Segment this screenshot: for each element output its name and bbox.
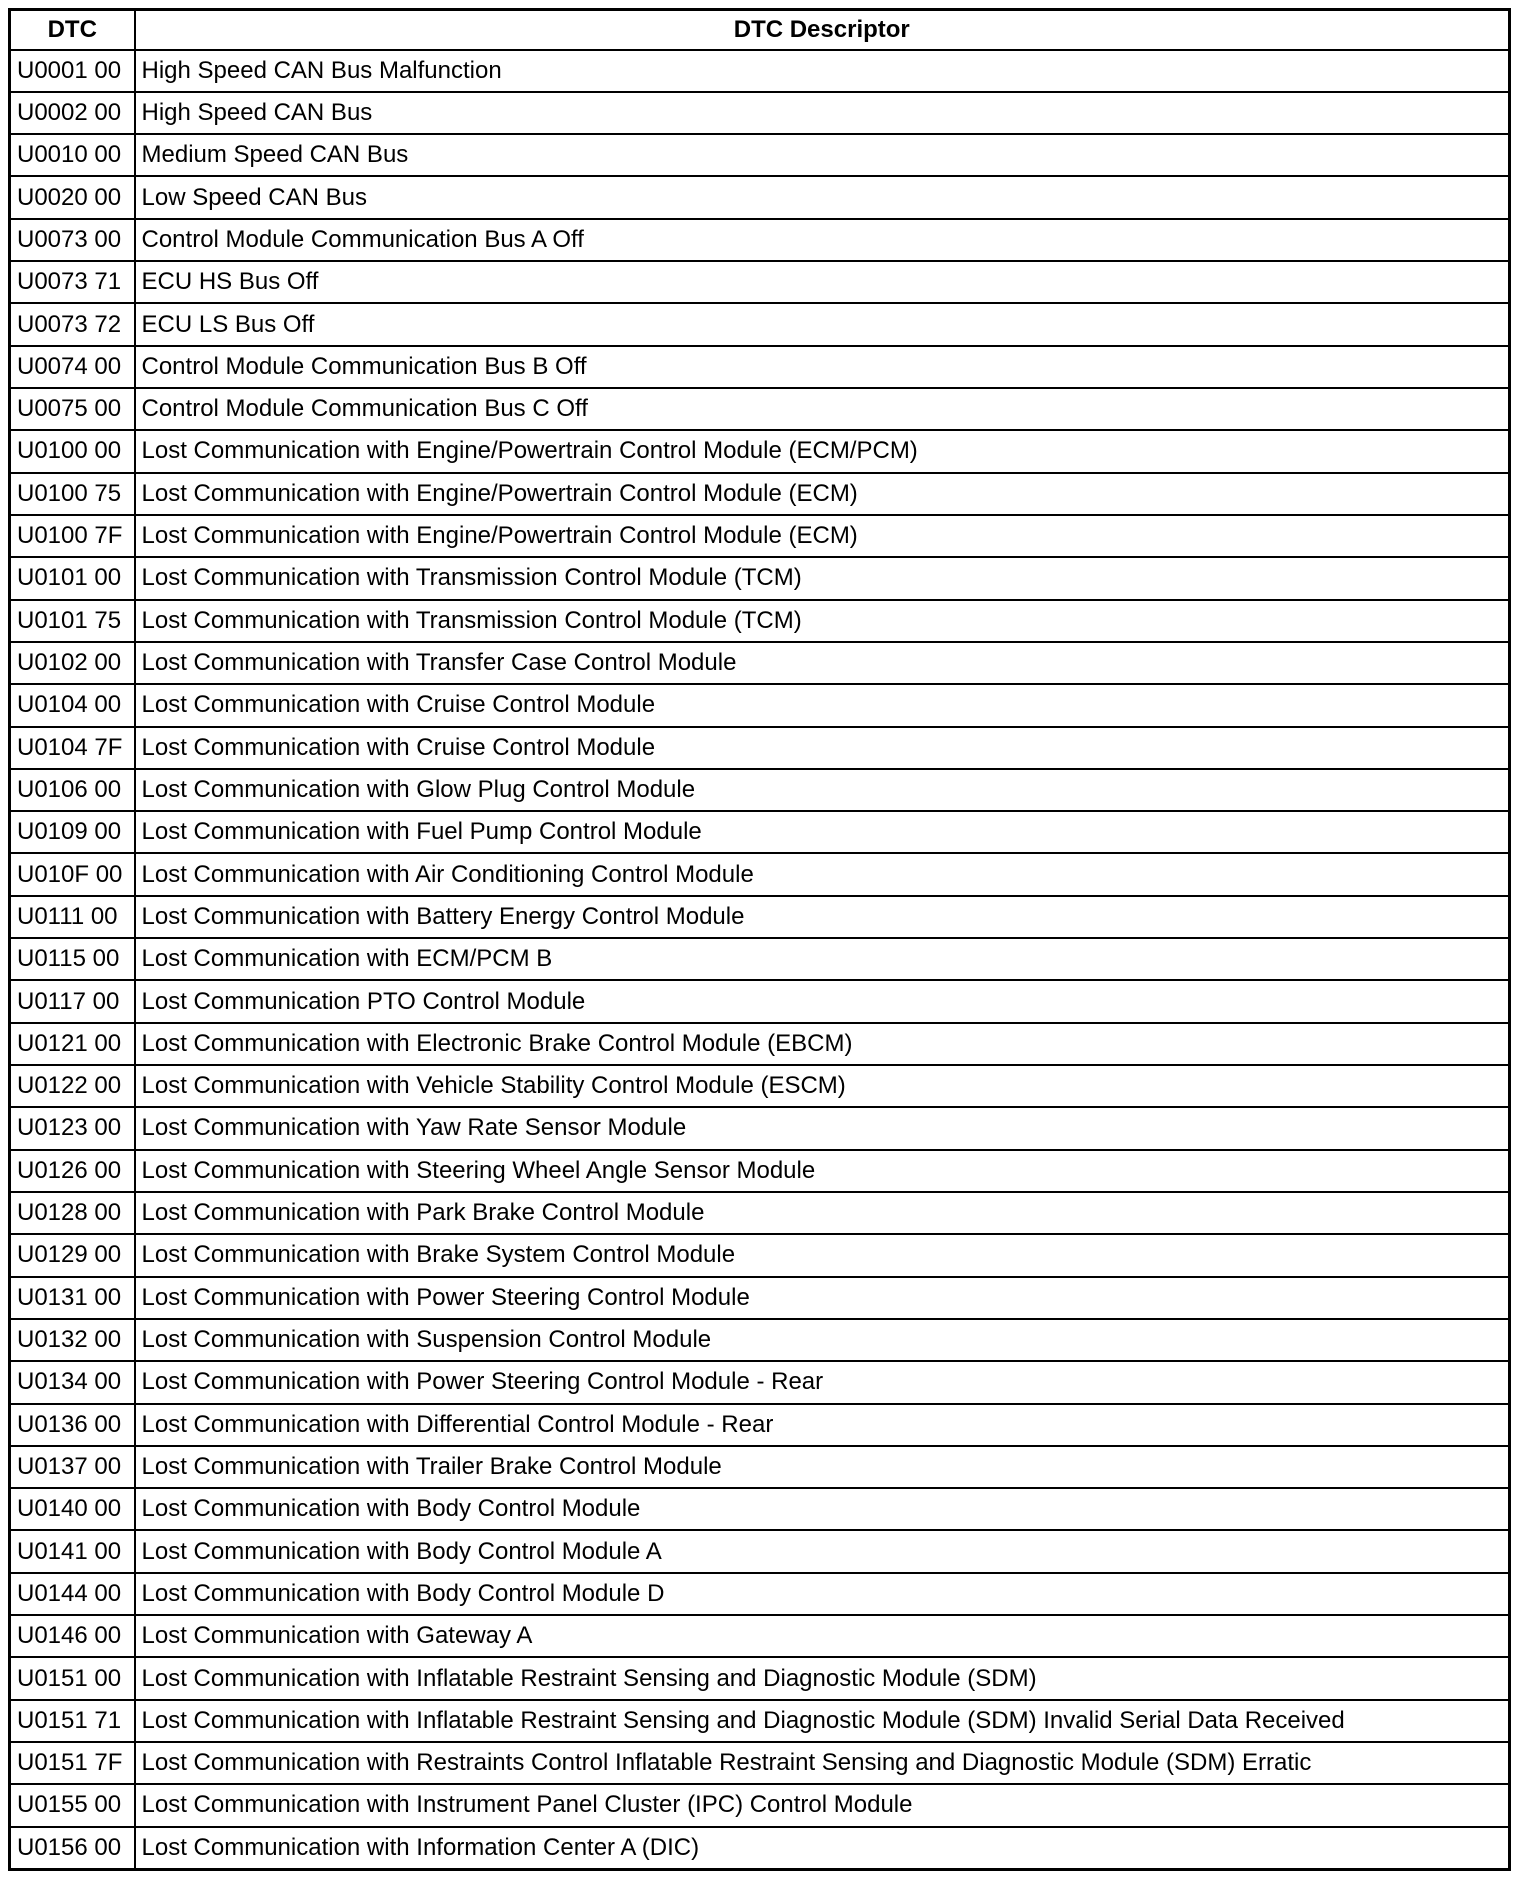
table-row <box>10 134 1510 176</box>
table-row <box>10 176 1510 218</box>
table-row <box>10 1657 1510 1699</box>
dtc-code-cell: U0104 00 <box>10 684 135 726</box>
dtc-descriptor-cell: Lost Communication with Inflatable Restraint Sensing and Diagnostic Module (SDM) <box>135 1657 1510 1699</box>
table-row <box>10 388 1510 430</box>
dtc-descriptor-cell: High Speed CAN Bus Malfunction <box>135 50 1510 92</box>
dtc-descriptor-cell: Lost Communication with Trailer Brake Control Module <box>135 1446 1510 1488</box>
table-row <box>10 600 1510 642</box>
dtc-code-cell: U0141 00 <box>10 1530 135 1572</box>
dtc-descriptor-cell: Lost Communication with Battery Energy Control Module <box>135 896 1510 938</box>
dtc-descriptor-cell: Lost Communication with Electronic Brake Control Module (EBCM) <box>135 1023 1510 1065</box>
table-row <box>10 811 1510 853</box>
dtc-descriptor-cell: Lost Communication with Power Steering Control Module <box>135 1277 1510 1319</box>
column-header-descriptor: DTC Descriptor <box>135 10 1510 50</box>
dtc-code-cell: U0144 00 <box>10 1573 135 1615</box>
table-row <box>10 1192 1510 1234</box>
table-row <box>10 1530 1510 1572</box>
dtc-code-cell: U0075 00 <box>10 388 135 430</box>
table-row <box>10 1404 1510 1446</box>
table-row <box>10 303 1510 345</box>
table-row <box>10 1150 1510 1192</box>
table-row <box>10 1488 1510 1530</box>
table-row <box>10 1742 1510 1784</box>
table-header-row <box>10 10 1510 50</box>
dtc-code-cell: U0137 00 <box>10 1446 135 1488</box>
dtc-descriptor-cell: Lost Communication PTO Control Module <box>135 980 1510 1022</box>
dtc-descriptor-cell: Lost Communication with Brake System Control Module <box>135 1234 1510 1276</box>
dtc-descriptor-cell: Lost Communication with Steering Wheel Angle Sensor Module <box>135 1150 1510 1192</box>
dtc-code-cell: U0140 00 <box>10 1488 135 1530</box>
table-row <box>10 346 1510 388</box>
table-row <box>10 642 1510 684</box>
dtc-code-cell: U0109 00 <box>10 811 135 853</box>
dtc-code-cell: U0155 00 <box>10 1784 135 1826</box>
table-row <box>10 515 1510 557</box>
dtc-descriptor-cell: Lost Communication with Yaw Rate Sensor Module <box>135 1107 1510 1149</box>
dtc-code-cell: U0128 00 <box>10 1192 135 1234</box>
dtc-descriptor-cell: Control Module Communication Bus A Off <box>135 219 1510 261</box>
dtc-code-cell: U0115 00 <box>10 938 135 980</box>
dtc-descriptor-cell: Lost Communication with Power Steering Control Module - Rear <box>135 1361 1510 1403</box>
dtc-code-cell: U0121 00 <box>10 1023 135 1065</box>
table-row <box>10 219 1510 261</box>
table-row <box>10 1319 1510 1361</box>
dtc-descriptor-cell: Lost Communication with Body Control Module A <box>135 1530 1510 1572</box>
dtc-code-cell: U0131 00 <box>10 1277 135 1319</box>
dtc-descriptor-cell: Lost Communication with Inflatable Restraint Sensing and Diagnostic Module (SDM) Invalid Serial Data Received <box>135 1700 1510 1742</box>
table-row <box>10 980 1510 1022</box>
dtc-code-cell: U0100 7F <box>10 515 135 557</box>
dtc-descriptor-cell: Lost Communication with Transmission Control Module (TCM) <box>135 600 1510 642</box>
dtc-descriptor-cell: Control Module Communication Bus C Off <box>135 388 1510 430</box>
dtc-descriptor-cell: Lost Communication with Differential Control Module - Rear <box>135 1404 1510 1446</box>
dtc-descriptor-cell: Lost Communication with Instrument Panel Cluster (IPC) Control Module <box>135 1784 1510 1826</box>
dtc-descriptor-cell: High Speed CAN Bus <box>135 92 1510 134</box>
dtc-code-cell: U0100 00 <box>10 430 135 472</box>
dtc-code-cell: U0074 00 <box>10 346 135 388</box>
dtc-descriptor-cell: Lost Communication with Engine/Powertrain Control Module (ECM) <box>135 473 1510 515</box>
dtc-descriptor-cell: Lost Communication with Transmission Control Module (TCM) <box>135 557 1510 599</box>
table-row <box>10 473 1510 515</box>
dtc-code-cell: U0104 7F <box>10 727 135 769</box>
dtc-code-cell: U0151 7F <box>10 1742 135 1784</box>
dtc-descriptor-cell: Lost Communication with Body Control Module <box>135 1488 1510 1530</box>
table-row <box>10 1827 1510 1870</box>
table-row <box>10 1573 1510 1615</box>
table-row <box>10 684 1510 726</box>
dtc-code-cell: U0010 00 <box>10 134 135 176</box>
dtc-code-cell: U0117 00 <box>10 980 135 1022</box>
dtc-code-cell: U0132 00 <box>10 1319 135 1361</box>
dtc-code-cell: U0129 00 <box>10 1234 135 1276</box>
dtc-descriptor-cell: Lost Communication with Engine/Powertrain Control Module (ECM) <box>135 515 1510 557</box>
table-body <box>10 50 1510 1870</box>
dtc-descriptor-cell: ECU LS Bus Off <box>135 303 1510 345</box>
dtc-descriptor-cell: Lost Communication with Body Control Module D <box>135 1573 1510 1615</box>
table-row <box>10 1700 1510 1742</box>
table-row <box>10 769 1510 811</box>
dtc-code-cell: U0156 00 <box>10 1827 135 1870</box>
dtc-descriptor-cell: Lost Communication with Cruise Control Module <box>135 727 1510 769</box>
dtc-descriptor-cell: Lost Communication with ECM/PCM B <box>135 938 1510 980</box>
dtc-code-cell: U0073 71 <box>10 261 135 303</box>
table-row <box>10 896 1510 938</box>
dtc-code-cell: U0100 75 <box>10 473 135 515</box>
table-row <box>10 1234 1510 1276</box>
dtc-code-cell: U0136 00 <box>10 1404 135 1446</box>
table-row <box>10 1277 1510 1319</box>
column-header-dtc: DTC <box>10 10 135 50</box>
dtc-table <box>8 8 1511 1871</box>
dtc-code-cell: U0126 00 <box>10 1150 135 1192</box>
dtc-descriptor-cell: Lost Communication with Park Brake Control Module <box>135 1192 1510 1234</box>
dtc-code-cell: U0146 00 <box>10 1615 135 1657</box>
dtc-code-cell: U0001 00 <box>10 50 135 92</box>
dtc-descriptor-cell: Lost Communication with Engine/Powertrain Control Module (ECM/PCM) <box>135 430 1510 472</box>
dtc-descriptor-cell: Medium Speed CAN Bus <box>135 134 1510 176</box>
table-row <box>10 50 1510 92</box>
dtc-descriptor-cell: Lost Communication with Transfer Case Control Module <box>135 642 1510 684</box>
dtc-code-cell: U0151 00 <box>10 1657 135 1699</box>
dtc-descriptor-cell: Lost Communication with Glow Plug Control Module <box>135 769 1510 811</box>
dtc-descriptor-cell: Lost Communication with Air Conditioning Control Module <box>135 853 1510 895</box>
table-row <box>10 261 1510 303</box>
table-row <box>10 1023 1510 1065</box>
table-row <box>10 727 1510 769</box>
dtc-descriptor-cell: Lost Communication with Restraints Control Inflatable Restraint Sensing and Diagnostic Module (SDM) Erratic <box>135 1742 1510 1784</box>
dtc-code-cell: U0073 00 <box>10 219 135 261</box>
dtc-descriptor-cell: Lost Communication with Vehicle Stability Control Module (ESCM) <box>135 1065 1510 1107</box>
dtc-code-cell: U0002 00 <box>10 92 135 134</box>
dtc-descriptor-cell: Lost Communication with Fuel Pump Control Module <box>135 811 1510 853</box>
table-row <box>10 1446 1510 1488</box>
table-row <box>10 938 1510 980</box>
dtc-code-cell: U0073 72 <box>10 303 135 345</box>
dtc-descriptor-cell: Control Module Communication Bus B Off <box>135 346 1510 388</box>
dtc-code-cell: U0020 00 <box>10 176 135 218</box>
dtc-code-cell: U010F 00 <box>10 853 135 895</box>
dtc-descriptor-cell: Low Speed CAN Bus <box>135 176 1510 218</box>
dtc-code-cell: U0102 00 <box>10 642 135 684</box>
dtc-code-cell: U0111 00 <box>10 896 135 938</box>
dtc-descriptor-cell: Lost Communication with Gateway A <box>135 1615 1510 1657</box>
dtc-descriptor-cell: ECU HS Bus Off <box>135 261 1510 303</box>
dtc-code-cell: U0101 75 <box>10 600 135 642</box>
dtc-code-cell: U0122 00 <box>10 1065 135 1107</box>
dtc-code-cell: U0151 71 <box>10 1700 135 1742</box>
table-row <box>10 1784 1510 1826</box>
dtc-descriptor-cell: Lost Communication with Information Center A (DIC) <box>135 1827 1510 1870</box>
dtc-code-cell: U0134 00 <box>10 1361 135 1403</box>
dtc-descriptor-cell: Lost Communication with Cruise Control Module <box>135 684 1510 726</box>
table-row <box>10 430 1510 472</box>
table-row <box>10 92 1510 134</box>
table-row <box>10 853 1510 895</box>
dtc-descriptor-cell: Lost Communication with Suspension Control Module <box>135 1319 1510 1361</box>
dtc-code-cell: U0106 00 <box>10 769 135 811</box>
dtc-code-cell: U0101 00 <box>10 557 135 599</box>
table-row <box>10 1065 1510 1107</box>
dtc-code-cell: U0123 00 <box>10 1107 135 1149</box>
table-row <box>10 1107 1510 1149</box>
table-row <box>10 557 1510 599</box>
table-row <box>10 1615 1510 1657</box>
table-row <box>10 1361 1510 1403</box>
